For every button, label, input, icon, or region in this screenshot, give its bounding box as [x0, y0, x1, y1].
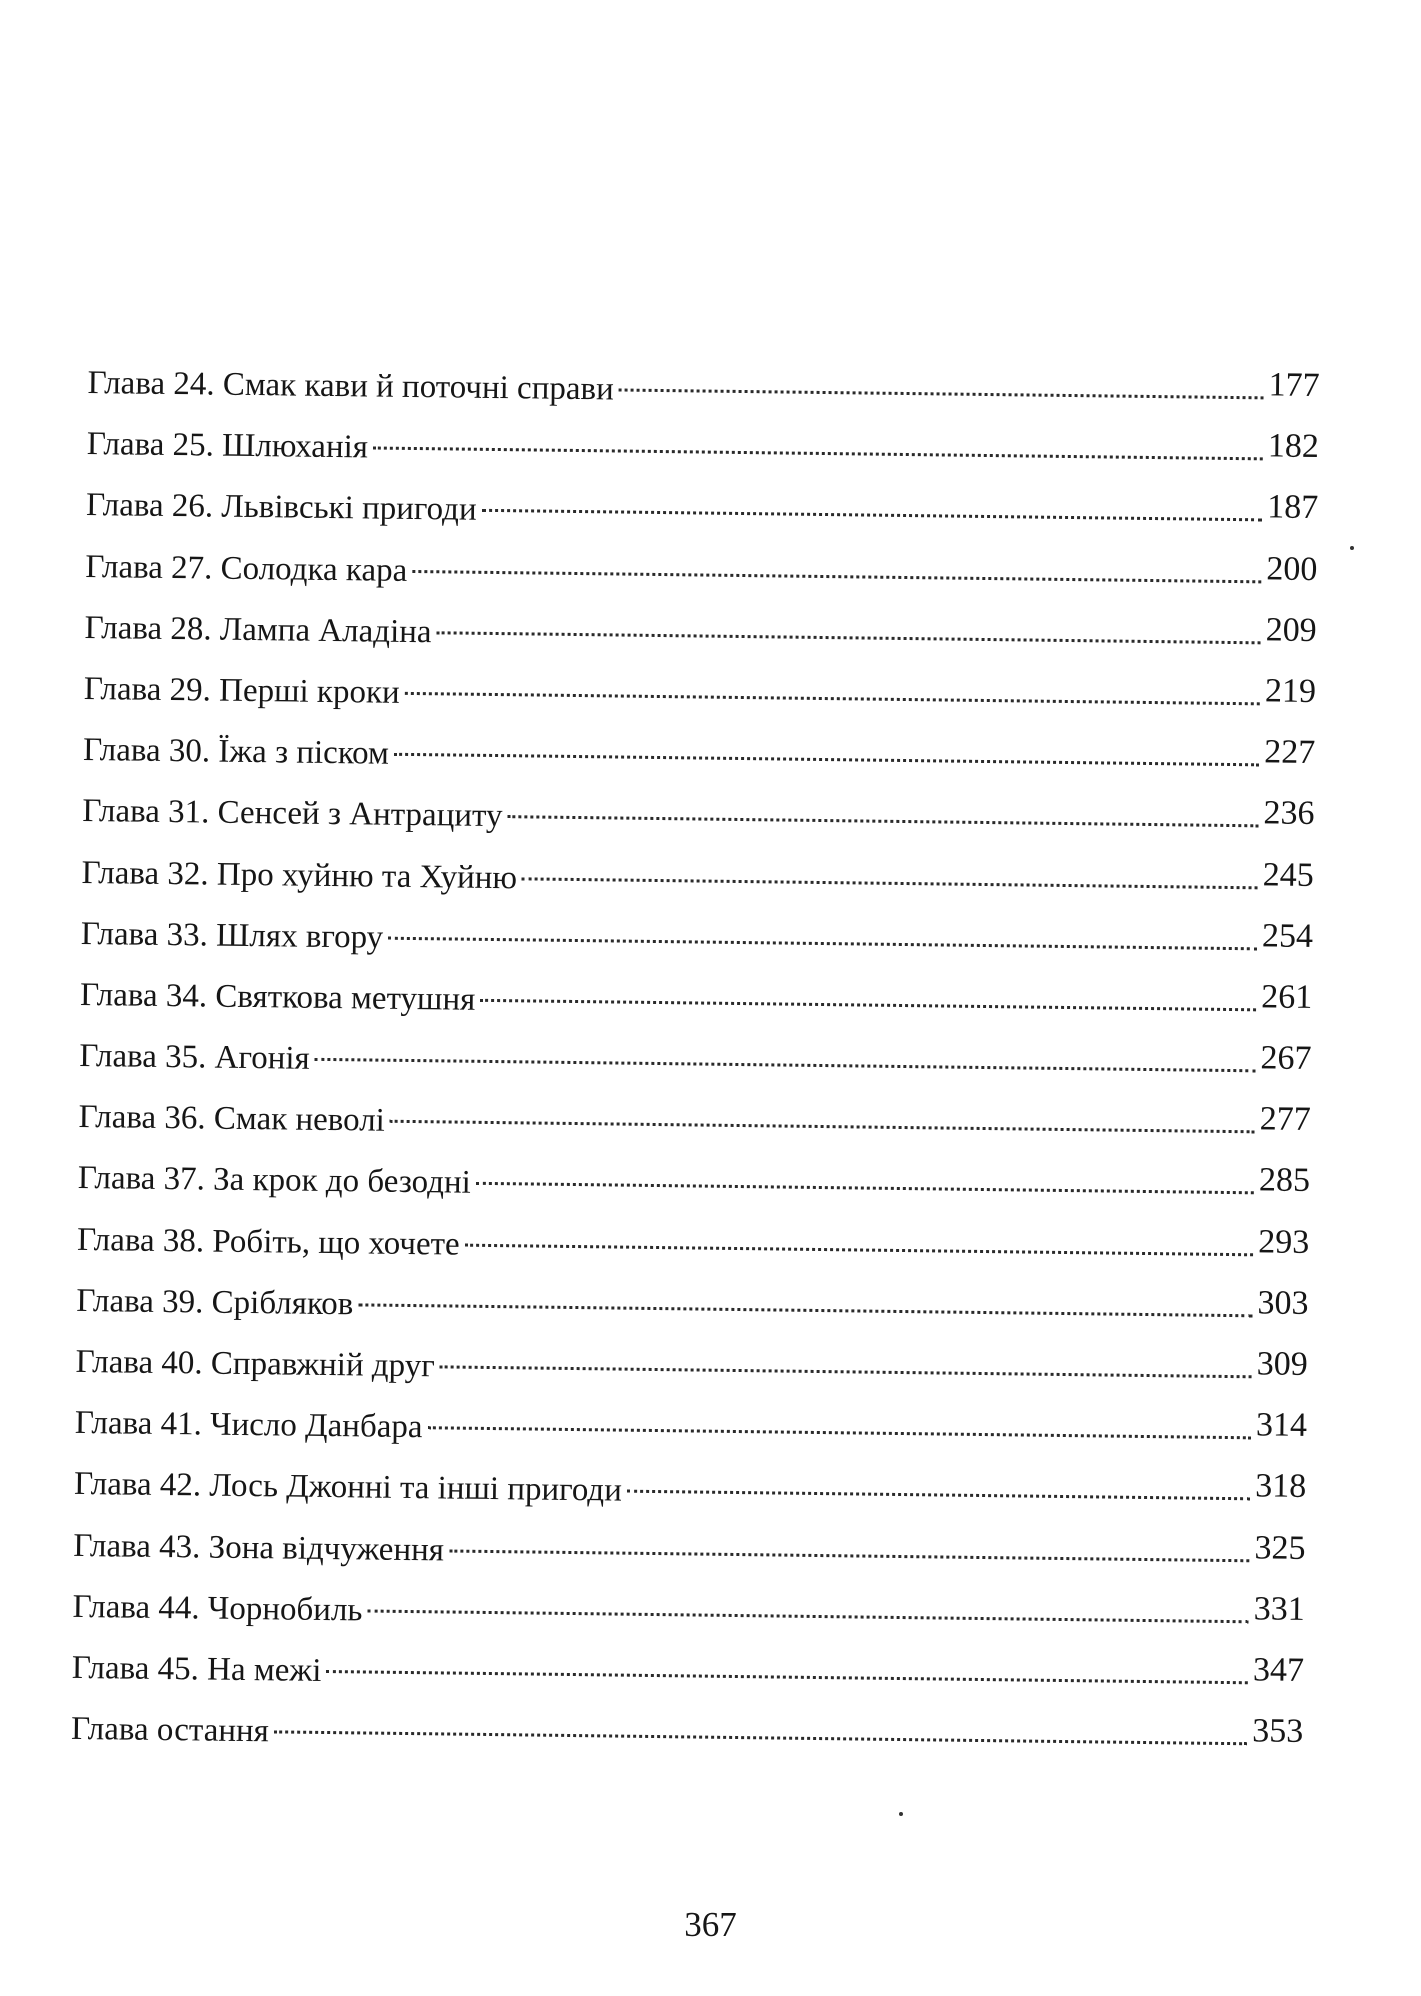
entry-title: Глава 33. Шлях вгору: [80, 915, 384, 956]
entry-title: Глава 24. Смак кави й поточні справи: [87, 364, 614, 408]
dot-leader: [522, 877, 1258, 889]
entry-title: Глава 43. Зона відчуження: [73, 1527, 445, 1568]
scan-speck: [1350, 546, 1354, 550]
entry-title: Глава 27. Солодка кара: [85, 548, 408, 589]
dot-leader: [507, 815, 1258, 827]
entry-page-number: 200: [1266, 549, 1318, 588]
dot-leader: [274, 1730, 1247, 1745]
entry-title: Глава 41. Число Данбара: [74, 1405, 423, 1446]
dot-leader: [358, 1303, 1252, 1317]
entry-page-number: 293: [1257, 1222, 1310, 1261]
dot-leader: [390, 1120, 1255, 1134]
entry-page-number: 309: [1256, 1345, 1308, 1383]
entry-title: Глава 30. Їжа з піском: [82, 732, 390, 772]
entry-page-number: 245: [1262, 855, 1314, 894]
entry-title: Глава 45. На межі: [71, 1649, 322, 1689]
dot-leader: [480, 999, 1256, 1011]
scan-speck: [899, 1812, 903, 1816]
entry-title: Глава 31. Сенсей з Антрациту: [82, 793, 503, 835]
entry-page-number: 182: [1267, 427, 1320, 466]
entry-title: Глава 35. Агонія: [79, 1038, 310, 1077]
entry-page-number: 277: [1259, 1100, 1311, 1139]
entry-page-number: 187: [1266, 488, 1319, 527]
entry-page-number: 303: [1257, 1284, 1309, 1322]
dot-leader: [428, 1426, 1251, 1439]
table-of-contents: [71, 352, 1320, 1774]
dot-leader: [373, 447, 1263, 461]
entry-title: Глава 36. Смак неволі: [78, 1099, 386, 1139]
entry-page-number: 209: [1265, 611, 1317, 649]
entry-title: Глава 38. Робіть, що хочете: [76, 1221, 460, 1263]
entry-page-number: 227: [1263, 733, 1316, 772]
entry-page-number: 254: [1261, 917, 1314, 955]
dot-leader: [326, 1670, 1247, 1684]
dot-leader: [367, 1609, 1248, 1623]
dot-leader: [315, 1058, 1256, 1072]
entry-title: Глава 37. За крок до безодні: [77, 1160, 472, 1202]
dot-leader: [394, 753, 1259, 767]
dot-leader: [437, 631, 1261, 644]
entry-page-number: 177: [1268, 366, 1320, 405]
entry-title: Глава 32. Про хуйню та Хуйню: [81, 854, 518, 896]
dot-leader: [465, 1243, 1253, 1256]
dot-leader: [388, 936, 1257, 950]
entry-title: Глава 25. Шлюханія: [86, 426, 369, 466]
entry-title: Глава 34. Святкова метушня: [79, 976, 476, 1018]
page-number: 367: [684, 1905, 737, 1944]
dot-leader: [627, 1490, 1250, 1501]
entry-title: Глава 42. Лось Джонні та інші пригоди: [73, 1466, 623, 1509]
dot-leader: [619, 388, 1264, 399]
dot-leader: [476, 1182, 1254, 1195]
entry-page-number: 353: [1252, 1712, 1304, 1751]
entry-title: Глава остання: [70, 1711, 270, 1750]
entry-page-number: 331: [1253, 1590, 1305, 1628]
entry-page-number: 267: [1260, 1039, 1312, 1078]
entry-page-number: 219: [1264, 672, 1317, 710]
entry-page-number: 285: [1258, 1161, 1311, 1200]
dot-leader: [405, 692, 1260, 705]
entry-page-number: 347: [1252, 1651, 1305, 1689]
entry-page-number: 236: [1263, 794, 1315, 833]
entry-title: Глава 40. Справжній друг: [75, 1343, 435, 1385]
entry-page-number: 318: [1255, 1467, 1307, 1506]
dot-leader: [412, 570, 1261, 583]
dot-leader: [482, 509, 1262, 522]
entry-title: Глава 26. Львівські пригоди: [85, 487, 477, 529]
entry-page-number: 314: [1255, 1406, 1308, 1445]
entry-title: Глава 44. Чорнобиль: [72, 1588, 363, 1629]
dot-leader: [449, 1549, 1249, 1562]
dot-leader: [440, 1365, 1252, 1378]
entry-page-number: 325: [1254, 1528, 1306, 1567]
entry-page-number: 261: [1260, 978, 1313, 1016]
entry-title: Глава 29. Перші кроки: [83, 670, 400, 711]
entry-title: Глава 28. Лампа Аладіна: [84, 609, 432, 650]
entry-title: Глава 39. Срібляков: [76, 1282, 354, 1323]
